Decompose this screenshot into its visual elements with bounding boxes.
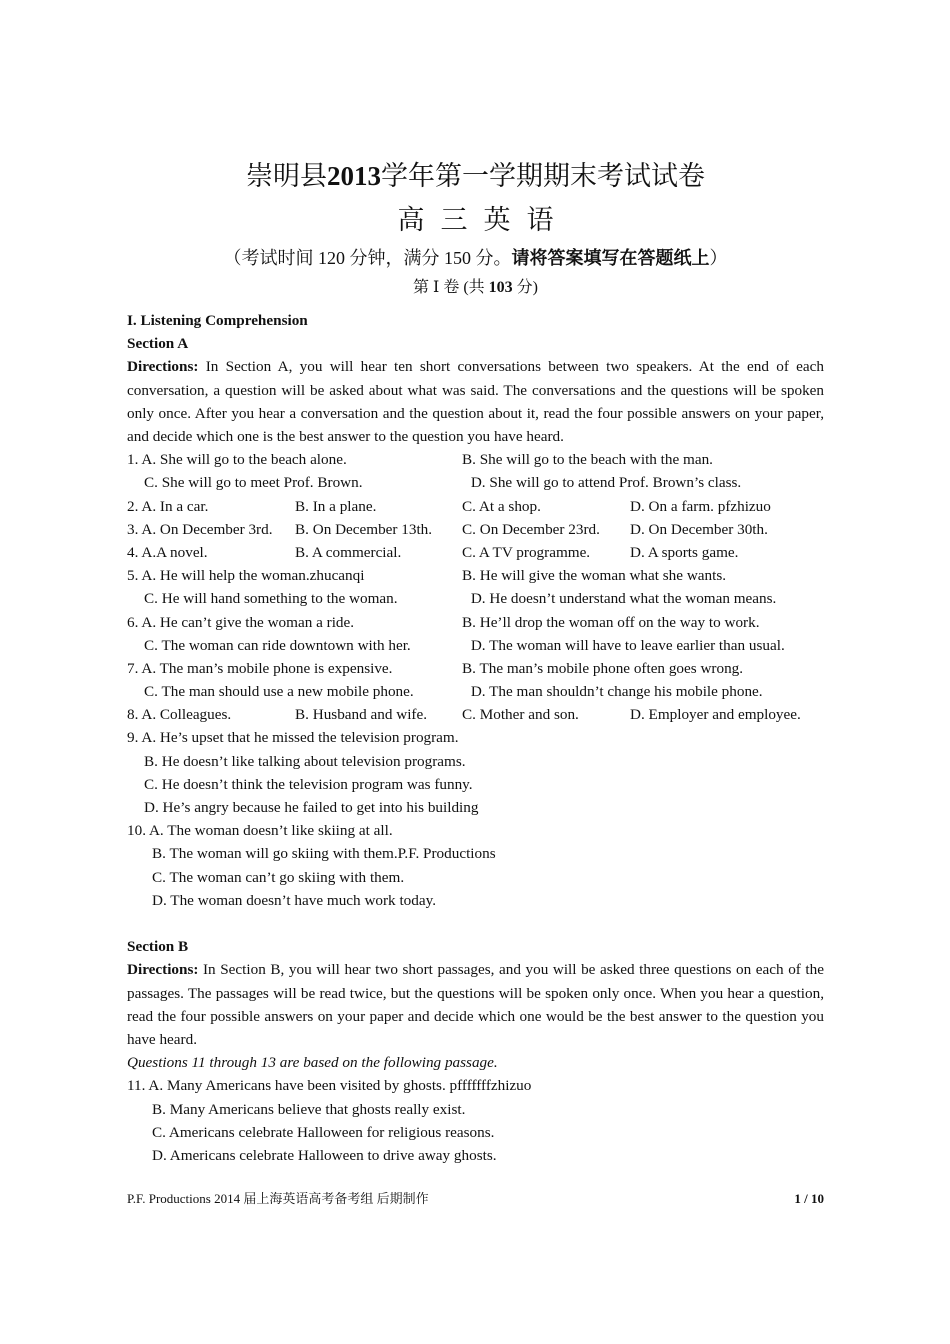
page-number: 1 / 10 [794,1191,824,1206]
q11-option-c: C. Americans celebrate Halloween for religious reasons. [152,1123,495,1141]
directions-text: In Section A, you will hear ten short conversations between two speakers. At the end of each conversation, a question will be asked about what was said. The conversations and the questions will be spoken only once. After you hear a conversation and the question about it, read the four possible answers on your paper, and decide which one is the best answer to the question you have heard. [127,358,824,445]
q3-option-d: D. On December 30th. [630,520,768,538]
title-prefix: 崇明县 [246,161,327,191]
question-5-row-2 [127,587,824,610]
section-a-directions [127,355,824,448]
q5-option-b: B. He will give the woman what she wants. [462,567,727,585]
q8-option-c: C. Mother and son. [462,706,579,724]
question-8-row [127,703,824,726]
q6-option-d: D. The woman will have to leave earlier than usual. [470,636,785,654]
passage-instruction: Questions 11 through 13 are based on the following passage. [127,1054,498,1072]
q10-option-d: D. The woman doesn’t have much work today. [152,891,437,909]
question-6-row-1 [127,611,824,634]
title-suffix: 学年第一学期期末考试试卷 [381,161,705,191]
footer-credit: P.F. Productions 2014 届上海英语高考备考组 后期制作 [127,1191,429,1206]
q3-option-c: C. On December 23rd. [462,520,600,538]
question-4-row [127,541,824,564]
exam-note [127,243,824,273]
q6-option-b: B. He’ll drop the woman off on the way to work. [462,613,760,631]
q7-option-a: 7. A. The man’s mobile phone is expensive. [127,659,393,677]
q1-option-c: C. She will go to meet Prof. Brown. [144,474,363,492]
section-b-heading: Section B [127,938,189,956]
volume-heading [127,273,824,303]
q6-option-c: C. The woman can ride downtown with her. [144,636,411,654]
q5-option-d: D. He doesn’t understand what the woman means. [470,590,777,608]
q9-option-d: D. He’s angry because he failed to get into his building [144,799,479,816]
q4-option-b: B. A commercial. [295,543,402,561]
directions-text: In Section B, you will hear two short passages, and you will be asked three questions on each of the passages. The passages will be read twice, but the questions will be spoken only once. When you hear a question, read the four possible answers on your paper and decide which one would be the best answer to the question you have heard. [127,961,824,1048]
q6-option-a: 6. A. He can’t give the woman a ride. [127,613,355,631]
note-close: ） [709,248,728,268]
q5-option-c: C. He will hand something to the woman. [144,590,398,608]
section-gap [127,912,824,935]
exam-subtitle: 高三英语 [397,205,570,235]
volume-prefix: 第 Ⅰ 卷 (共 [413,279,489,296]
q4-option-d: D. A sports game. [630,543,739,561]
q7-option-b: B. The man’s mobile phone often goes wrong. [462,659,744,677]
question-7-row-1 [127,657,824,680]
volume-score: 103 [488,279,513,296]
question-1-row-1 [127,448,824,471]
volume-suffix: 分) [512,279,538,296]
question-6-row-2 [127,634,824,657]
note-bold: 请将答案填写在答题纸上 [511,248,710,268]
q4-option-c: C. A TV programme. [462,543,591,561]
q7-option-d: D. The man shouldn’t change his mobile phone. [470,683,763,701]
q10-option-a: 10. A. The woman doesn’t like skiing at all. [127,822,393,840]
q2-option-c: C. At a shop. [462,497,541,515]
question-7-row-2 [127,680,824,703]
question-3-row [127,518,824,541]
q10-option-c: C. The woman can’t go skiing with them. [152,868,405,886]
q8-option-b: B. Husband and wife. [295,706,428,724]
q3-option-b: B. On December 13th. [295,520,433,538]
q8-option-d: D. Employer and employee. [630,706,801,724]
question-5-row-1 [127,564,824,587]
q11-option-a: 11. A. Many Americans have been visited by ghosts. pfffffffzhizuo [127,1077,532,1095]
q4-option-a: 4. A.A novel. [127,543,208,561]
question-1-row-2 [127,471,824,494]
q2-option-b: B. In a plane. [295,497,377,515]
exam-body [127,309,824,1167]
q2-option-d: D. On a farm. pfzhizuo [630,497,771,515]
directions-label: Directions: [127,358,199,376]
question-2-row [127,495,824,518]
page-footer [127,1189,824,1209]
title-year: 2013 [327,161,381,191]
q11-option-d: D. Americans celebrate Halloween to drive away ghosts. [152,1146,497,1164]
q8-option-a: 8. A. Colleagues. [127,706,232,724]
q3-option-a: 3. A. On December 3rd. [127,520,273,538]
q1-option-d: D. She will go to attend Prof. Brown’s class. [470,474,742,492]
q11-option-b: B. Many Americans believe that ghosts really exist. [152,1100,466,1118]
q9-option-a: 9. A. He’s upset that he missed the television program. [127,729,459,747]
note-plain: （考试时间 120 分钟，满分 150 分。 [223,248,512,268]
q7-option-c: C. The man should use a new mobile phone. [144,683,414,701]
q9-option-c: C. He doesn’t think the television program was funny. [144,775,473,793]
section-b-directions [127,958,824,1051]
page-content [127,157,824,1167]
part-heading: I. Listening Comprehension [127,312,308,329]
q9-option-b: B. He doesn’t like talking about television programs. [144,752,466,770]
section-a-heading: Section A [127,335,189,353]
q5-option-a: 5. A. He will help the woman.zhucanqi [127,567,365,585]
q1-option-b: B. She will go to the beach with the man. [462,451,713,469]
directions-label: Directions: [127,961,199,979]
q10-option-b: B. The woman will go skiing with them.P.F. Productions [152,845,496,863]
exam-title [127,157,824,195]
q2-option-a: 2. A. In a car. [127,497,209,515]
q1-option-a: 1. A. She will go to the beach alone. [127,451,347,469]
